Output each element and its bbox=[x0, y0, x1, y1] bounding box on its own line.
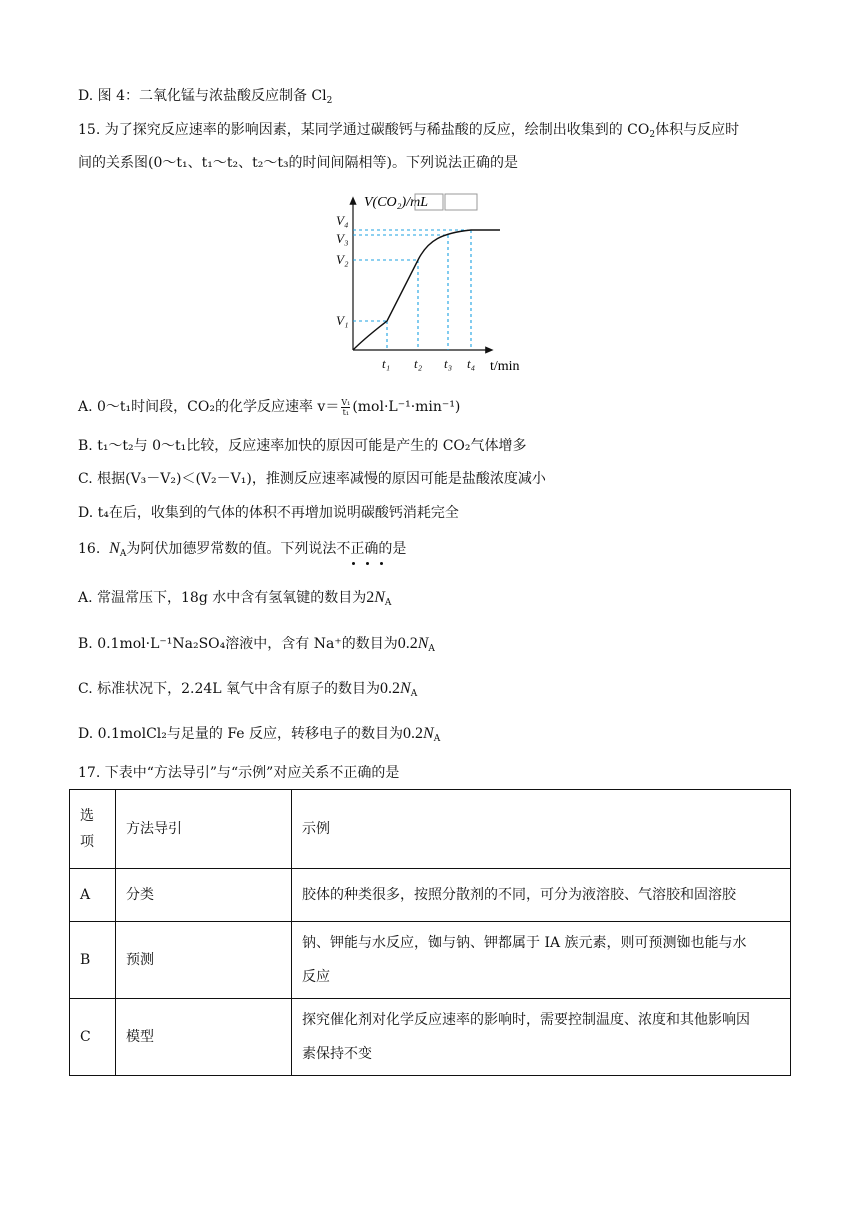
q16-option-a bbox=[78, 588, 391, 613]
q15-option-b: B. t₁～t₂与 0～t₁比较，反应速率加快的原因可能是产生的 CO₂气体增多 bbox=[78, 438, 527, 454]
q16-option-c-value: 0.2 bbox=[380, 680, 401, 697]
q14-option-d bbox=[78, 86, 332, 111]
emphasis-dot bbox=[352, 562, 355, 565]
q16-option-b-value: 0.2 bbox=[397, 635, 418, 652]
q15-stem-line2: 间的关系图(0～t₁、t₁～t₂、t₂～t₃的时间间隔相等)。下列说法正确的是 bbox=[78, 155, 519, 171]
header-cell-example: 示例 bbox=[292, 790, 791, 869]
na-symbol: N bbox=[109, 540, 120, 557]
fraction-numerator: V₁ bbox=[341, 397, 351, 407]
table-cell: A bbox=[70, 869, 116, 922]
q16-stem-a: 为阿伏加德罗常数的值。下列说法 bbox=[126, 541, 337, 557]
q16-option-d-value: 0.2 bbox=[403, 725, 424, 742]
table-cell: C bbox=[70, 999, 116, 1076]
q15-stem-part2: 体积与反应时 bbox=[655, 122, 740, 138]
y-axis-label: V(CO₂)/mL bbox=[364, 195, 428, 210]
q15-stem-part1: 15. 为了探究反应速率的影响因素，某同学通过碳酸钙与稀盐酸的反应，绘制出收集到的 CO bbox=[78, 122, 650, 138]
q16-option-a-value: 2 bbox=[366, 589, 375, 606]
q16-option-b bbox=[78, 634, 435, 659]
header-cell-method: 方法导引 bbox=[116, 790, 292, 869]
label-box-2 bbox=[445, 194, 477, 210]
na-sub: A bbox=[433, 734, 441, 744]
table-row bbox=[70, 999, 791, 1076]
na-symbol: N bbox=[423, 725, 434, 742]
table-cell: 探究催化剂对化学反应速率的影响时，需要控制温度、浓度和其他影响因 素保持不变 bbox=[292, 999, 791, 1076]
q17-table bbox=[69, 789, 791, 1076]
na-symbol: N bbox=[417, 635, 429, 652]
fraction-denominator: t₁ bbox=[342, 407, 350, 417]
guide-lines bbox=[353, 230, 471, 350]
q15-option-c: C. 根据(V₃－V₂)＜(V₂－V₁)，推测反应速率减慢的原因可能是盐酸浓度减小 bbox=[78, 471, 546, 487]
q14-option-d-sub: 2 bbox=[326, 96, 333, 106]
co2-volume-chart bbox=[330, 188, 530, 373]
x-axis-label: t/min bbox=[490, 359, 520, 373]
x-tick-t1: t₁ bbox=[382, 356, 391, 371]
q15-stem-sub: 2 bbox=[649, 130, 656, 140]
q16-stem: 16. $N_A$为阿伏加德罗常数的值。下列说法不正确的是 bbox=[78, 540, 407, 559]
q17-stem: 17. 下表中“方法导引”与“示例”对应关系不正确的是 bbox=[78, 765, 400, 781]
table-cell: 分类 bbox=[116, 869, 292, 922]
emphasis-dot bbox=[380, 562, 383, 565]
x-tick-t2: t₂ bbox=[414, 356, 423, 371]
header-cell-option: 选 项 bbox=[70, 790, 116, 869]
q15-option-d: D. t₄在后，收集到的气体的体积不再增加说明碳酸钙消耗完全 bbox=[78, 505, 459, 521]
table-row bbox=[70, 922, 791, 999]
q15-option-a-post: (mol·L⁻¹·min⁻¹) bbox=[352, 399, 461, 415]
q16-option-d bbox=[78, 724, 440, 749]
q15-option-a bbox=[78, 397, 460, 417]
y-tick-v3: V₃ bbox=[336, 231, 349, 246]
volume-curve bbox=[353, 230, 500, 350]
q16-stem-b: 的是 bbox=[378, 541, 407, 557]
table-cell: B bbox=[70, 922, 116, 999]
na-sub: A bbox=[119, 549, 127, 559]
table-row bbox=[70, 869, 791, 922]
na-sub: A bbox=[410, 689, 418, 699]
q15-option-a-pre: A. 0～t₁时间段，CO₂的化学反应速率 v＝ bbox=[78, 399, 340, 415]
emphasis-dot bbox=[366, 562, 369, 565]
na-sub: A bbox=[428, 644, 435, 654]
na-symbol: N bbox=[400, 680, 411, 697]
q16-stem-emphasis: 不正确 bbox=[336, 541, 379, 557]
table-header-row bbox=[70, 790, 791, 869]
table-cell: 钠、钾能与水反应，铷与钠、钾都属于 IA 族元素，则可预测铷也能与水 反应 bbox=[292, 922, 791, 999]
table-cell: 胶体的种类很多，按照分散剂的不同，可分为液溶胶、气溶胶和固溶胶 bbox=[292, 869, 791, 922]
na-sub: A bbox=[384, 598, 392, 608]
na-symbol: N bbox=[374, 589, 385, 606]
x-tick-t4: t₄ bbox=[467, 356, 476, 371]
table-cell: 预测 bbox=[116, 922, 292, 999]
y-tick-v1: V₁ bbox=[336, 313, 349, 328]
x-tick-t3: t₃ bbox=[444, 356, 453, 371]
table-cell: 模型 bbox=[116, 999, 292, 1076]
q16-option-c bbox=[78, 679, 417, 704]
y-tick-v2: V₂ bbox=[336, 252, 349, 267]
q16-option-a-text: A. 常温常压下，18g 水中含有氢氧键的数目为 bbox=[78, 590, 367, 606]
q16-option-c-text: C. 标准状况下，2.24L 氧气中含有原子的数目为 bbox=[78, 681, 381, 697]
y-tick-v4: V₄ bbox=[336, 213, 349, 228]
q16-option-d-text: D. 0.1molCl₂与足量的 Fe 反应，转移电子的数目为 bbox=[78, 726, 404, 742]
q16-option-b-text: B. 0.1mol·L⁻¹Na₂SO₄溶液中，含有 Na⁺的数目为 bbox=[78, 636, 398, 652]
q15-stem-line1 bbox=[78, 120, 739, 145]
q14-option-d-text: D. 图 4：二氧化锰与浓盐酸反应制备 Cl bbox=[78, 88, 327, 104]
q15-option-a-fraction bbox=[341, 398, 350, 417]
